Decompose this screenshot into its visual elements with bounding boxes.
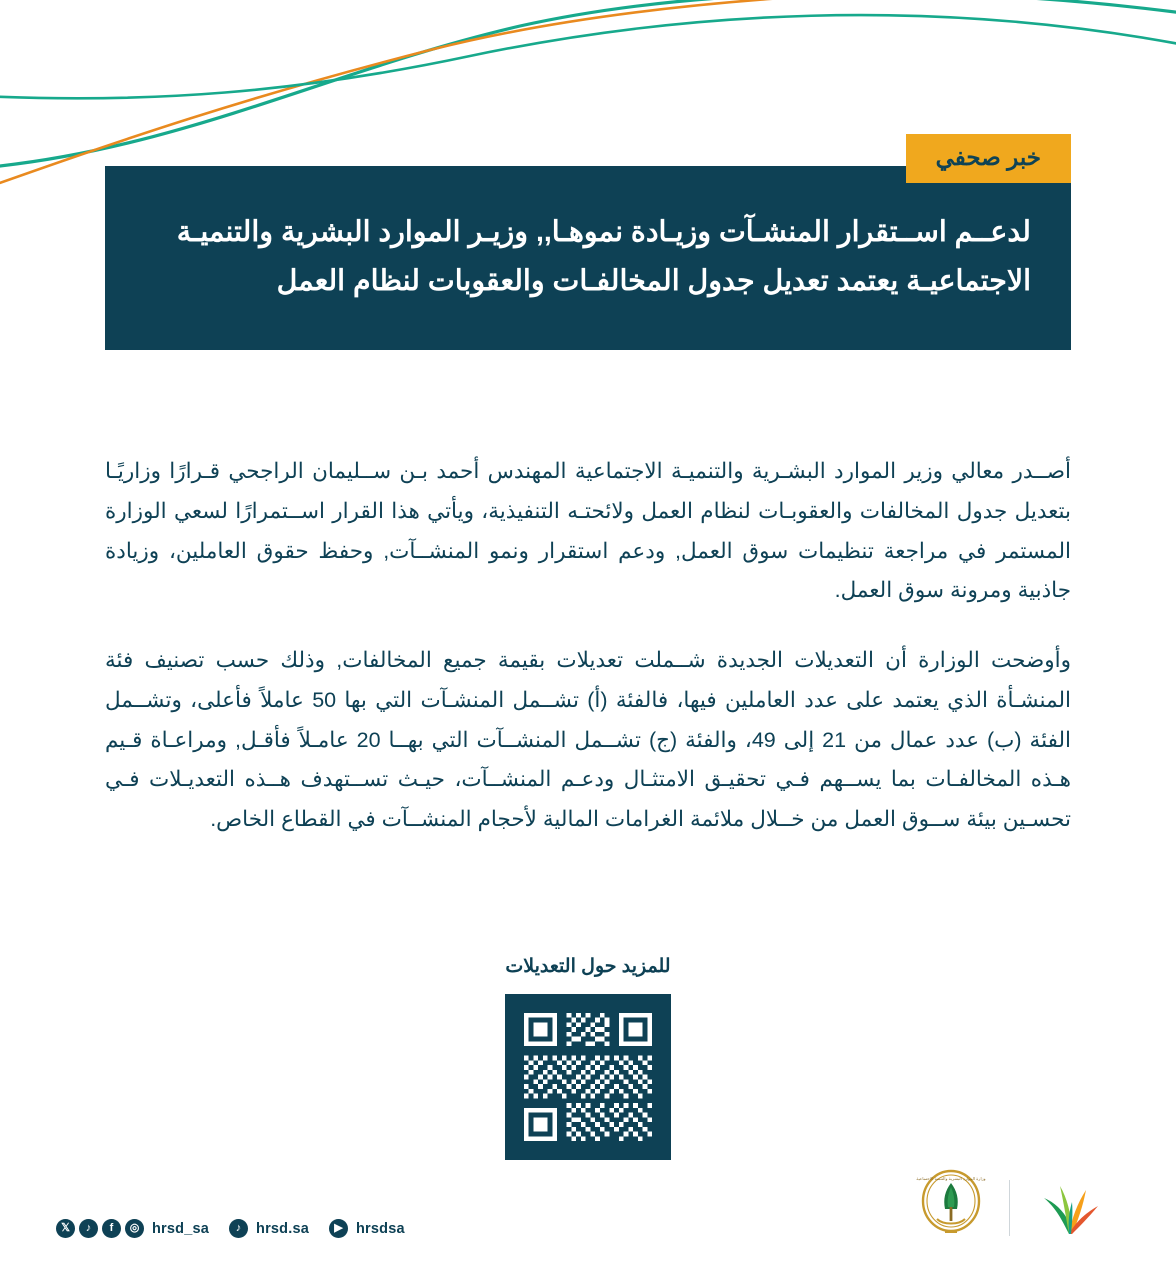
facebook-icon[interactable]: f [102,1219,121,1238]
paragraph-2: وأوضحت الوزارة أن التعديلات الجديدة شــملت تعديلات بقيمة جميع المخالفات, وذلك حسب تصنيف فئة المنشـأة الذي يعتمد على عدد العاملين فيها، فالفئة (أ) تشــمل المنشـآت التي بها 50 عاملاً فأعلى، وتشــمل الفئة (ب) عدد عمال من 21 إلى 49، والفئة (ج) تشــمل المنشــآت التي بهــا 20 عامـلاً فأقـل, ومراعـاة قـيم هـذه المخالفـات بما يســهم فـي تحقيـق الامتثـال ودعـم المنشــآت، حيـث تســتهدف هــذه التعديـلات فـي تحسـين بيئة ســوق العمل من خــلال ملائمة الغرامات المالية لأحجام المنشــآت في القطاع الخاص. [105,648,1071,832]
article-body [105,452,1071,870]
social-handle-hrsdsa[interactable]: hrsdsa [356,1220,405,1237]
youtube-icon[interactable]: ▶ [329,1219,348,1238]
footer [0,1160,1176,1280]
instagram-icon[interactable]: ◎ [125,1219,144,1238]
svg-text:وزارة الموارد البشرية والتنمية: وزارة الموارد البشرية والتنمية الاجتماعية [916,1176,986,1181]
tiktok-icon[interactable]: ♪ [79,1219,98,1238]
social-group-3 [329,1219,419,1238]
social-group-1 [56,1219,223,1238]
vision-2030-logo [1032,1172,1106,1243]
social-group-2 [229,1219,323,1238]
logo-divider [1009,1180,1010,1236]
qr-caption: للمزيد حول التعديلات [505,956,671,977]
social-handle-hrsd-dot-sa[interactable]: hrsd.sa [256,1220,309,1237]
qr-code-image [519,1008,657,1146]
x-twitter-icon[interactable]: 𝕏 [56,1219,75,1238]
footer-logos [915,1167,1106,1248]
social-links [56,1219,419,1238]
press-release-badge: خبر صحفي [906,134,1071,183]
tiktok-icon-2[interactable]: ♪ [229,1219,248,1238]
page-title: لدعــم اســتقرار المنشـآت وزيـادة نموهـا,, وزيـر الموارد البشرية والتنميـة الاجتماعيـة يعتمد تعديل جدول المخالفـات والعقوبات لنظام العمل [176,216,1031,298]
ministry-emblem-logo [915,1167,987,1248]
social-handle-hrsd-sa[interactable]: hrsd_sa [152,1220,210,1237]
paragraph-1: أصــدر معالي وزير الموارد البشـرية والتنميـة الاجتماعية المهندس أحمد بـن ســليمان الراجحي قـرارًا وزاريًـا بتعديل جدول المخالفات والعقوبـات لنظام العمل ولائحتـه التنفيذية، ويأتي هذا القرار اســتمرارًا لسعي الوزارة المستمر في مراجعة تنظيمات سوق العمل, ودعم استقرار ونمو المنشــآت, وحفظ حقوق العاملين، وزيادة جاذبية ومرونة سوق العمل. [105,459,1071,603]
qr-code[interactable] [505,994,671,1160]
qr-section [0,955,1176,1160]
headline-banner [105,166,1071,350]
